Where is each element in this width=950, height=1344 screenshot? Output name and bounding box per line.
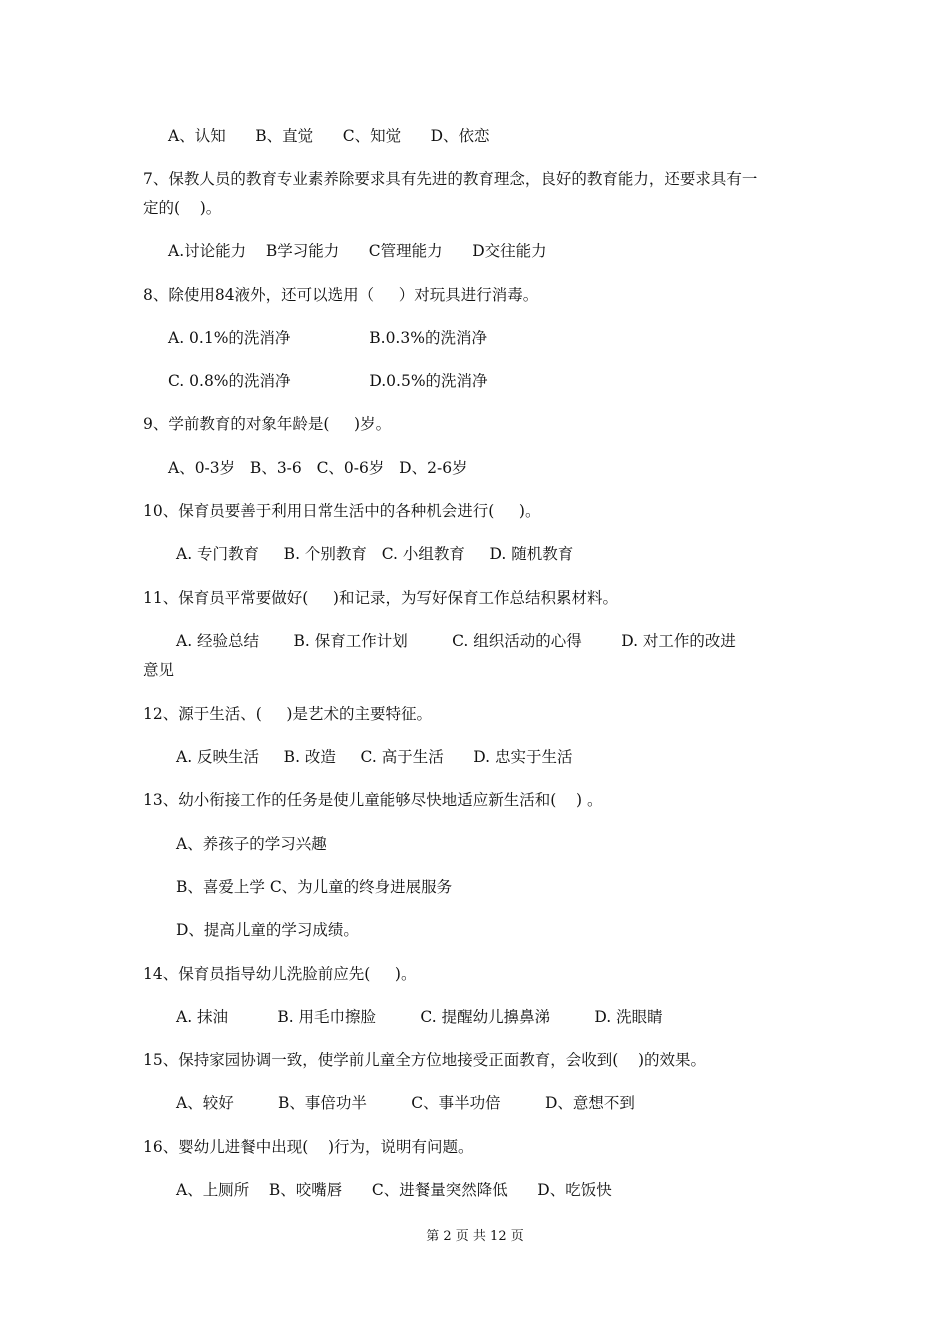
q10-options: A. 专门教育 B. 个别教育 C. 小组教育 D. 随机教育	[176, 545, 574, 563]
q7-text: 7、保教人员的教育专业素养除要求具有先进的教育理念，良好的教育能力，还要求具有一	[143, 170, 758, 188]
q11-options-cont: 意见	[143, 661, 175, 679]
q8-options-cd: C. 0.8%的洗消净 D.0.5%的洗消净	[168, 372, 488, 390]
q14-text: 14、保育员指导幼儿洗脸前应先( )。	[143, 965, 417, 983]
q9-text: 9、学前教育的对象年龄是( )岁。	[143, 415, 392, 433]
q8-text: 8、除使用84液外，还可以选用（ ）对玩具进行消毒。	[143, 286, 539, 304]
q12-options: A. 反映生活 B. 改造 C. 高于生活 D. 忠实于生活	[176, 748, 573, 766]
q8-options-ab: A. 0.1%的洗消净 B.0.3%的洗消净	[168, 329, 487, 347]
q11-options: A. 经验总结 B. 保育工作计划 C. 组织活动的心得 D. 对工作的改进	[176, 632, 736, 650]
q14-options: A. 抹油 B. 用毛巾擦脸 C. 提醒幼儿擤鼻涕 D. 洗眼睛	[176, 1008, 663, 1026]
q15-options: A、较好 B、事倍功半 C、事半功倍 D、意想不到	[176, 1094, 635, 1112]
page-footer: 第 2 页 共 12 页	[426, 1229, 524, 1244]
q16-text: 16、婴幼儿进餐中出现( )行为，说明有问题。	[143, 1138, 474, 1156]
q13-option-a: A、养孩子的学习兴趣	[176, 835, 327, 853]
q11-text: 11、保育员平常要做好( )和记录，为写好保育工作总结积累材料。	[143, 589, 618, 607]
q15-text: 15、保持家园协调一致，使学前儿童全方位地接受正面教育，会收到( )的效果。	[143, 1051, 707, 1069]
q12-text: 12、源于生活、( )是艺术的主要特征。	[143, 705, 432, 723]
q7-options: A.讨论能力 B学习能力 C管理能力 D交往能力	[168, 242, 547, 260]
q10-text: 10、保育员要善于利用日常生活中的各种机会进行( )。	[143, 502, 541, 520]
q6-options: A、认知 B、直觉 C、知觉 D、依恋	[168, 127, 490, 145]
q7-text-cont: 定的( )。	[143, 199, 222, 217]
q16-options: A、上厕所 B、咬嘴唇 C、进餐量突然降低 D、吃饭快	[176, 1181, 612, 1199]
q13-option-d: D、提高儿童的学习成绩。	[176, 921, 359, 939]
q13-option-bc: B、喜爱上学 C、为儿童的终身进展服务	[176, 878, 453, 896]
q9-options: A、0-3岁 B、3-6 C、0-6岁 D、2-6岁	[168, 459, 468, 477]
q13-text: 13、幼小衔接工作的任务是使儿童能够尽快地适应新生活和( ) 。	[143, 791, 603, 809]
